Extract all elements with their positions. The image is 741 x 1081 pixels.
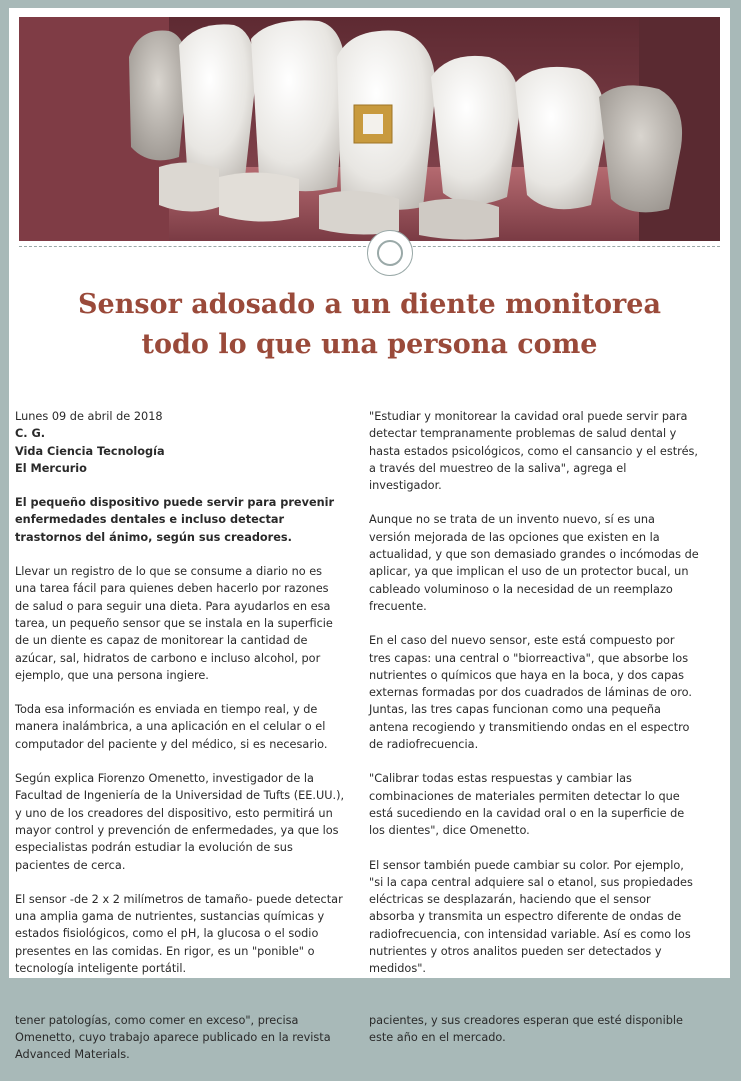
ring-ornament-icon (367, 230, 413, 276)
paragraph: Aunque no se trata de un invento nuevo, sí es una versión mejorada de las opciones que existen en la actualidad, y que son demasiado grandes o incómodas de aplicar, ya que implican el uso de un protector bucal, un cableado voluminoso o la necesidad de un reemplazo frecuente. (369, 513, 699, 613)
footer-band (9, 978, 730, 1010)
paragraph: Según explica Fiorenzo Omenetto, investigador de la Facultad de Ingeniería de la Universidad de Tufts (EE.UU.), y uno de los creadores del dispositivo, esto permitirá un mayor control y prevención de enfermedades, ya que los especialistas podrán estudiar la evolución de sus pacientes de cerca. (15, 772, 345, 872)
paragraph: pacientes, y sus creadores esperan que esté disponible este año en el mercado. (369, 1013, 683, 1045)
right-column (369, 408, 699, 1064)
article-source: El Mercurio (15, 461, 87, 475)
article-meta (15, 408, 345, 477)
paragraph: "Calibrar todas estas respuestas y cambiar las combinaciones de materiales permiten detectar lo que está sucediendo en la cavidad oral o en la superficie de los dientes", dice Omenetto. (369, 772, 685, 838)
article-author: C. G. (15, 427, 46, 441)
article-section: Vida Ciencia Tecnología (15, 444, 165, 458)
article-title (29, 285, 710, 365)
paragraph: El sensor también puede cambiar su color. Por ejemplo, "si la capa central adquiere sal o etanol, sus propiedades eléctricas se desplazarán, haciendo que el sensor absorba y transmita un espectro diferente de ondas de radiofrecuencia, con intensidad variable. Así es como los nutrientes y otros analitos pueden ser detectados y medidos". (369, 858, 693, 976)
title-line-1: Sensor adosado a un diente monitorea (78, 289, 661, 320)
paragraph: "Estudiar y monitorear la cavidad oral puede servir para detectar tempranamente problemas de salud dental y hasta estados psicológicos, como el cansancio y el estrés, a través del muestreo de la saliva", agrega el investigador. (369, 410, 698, 493)
article-lede: El pequeño dispositivo puede servir para prevenir enfermedades dentales e incluso detectar trastornos del ánimo, según sus creadores. (15, 496, 335, 544)
paragraph: Toda esa información es enviada en tiempo real, y de manera inalámbrica, a una aplicación en el celular o el computador del paciente y del médico, si es necesario. (15, 703, 328, 751)
paragraph: El sensor -de 2 x 2 milímetros de tamaño- puede detectar una amplia gama de nutrientes, sustancias químicas y estados fisiológicos, como el pH, la glucosa o el sodio presentes en las comidas. En rigor, es un "ponible" o tecnología inteligente portátil. (15, 892, 343, 976)
paragraph: tener patologías, como comer en exceso", precisa Omenetto, cuyo trabajo aparece publicado en la revista Advanced Materials. (15, 1013, 331, 1062)
teeth-sensor-photo (19, 17, 720, 241)
article-page (9, 8, 730, 1062)
teeth-illustration (19, 17, 720, 241)
paragraph: Llevar un registro de lo que se consume a diario no es una tarea fácil para quienes deben hacerlo por razones de salud o para seguir una dieta. Para ayudarlos en esa tarea, un pequeño sensor que se instala en la superficie de un diente es capaz de monitorear la cantidad de azúcar, sal, hidratos de carbono e incluso alcohol, por ejemplo, que una persona ingiere. (15, 565, 333, 682)
title-line-2: todo lo que una persona come (141, 329, 598, 360)
article-date: Lunes 09 de abril de 2018 (15, 410, 163, 423)
paragraph: En el caso del nuevo sensor, este está compuesto por tres capas: una central o "biorreactiva", que absorbe los nutrientes o químicos que haya en la boca, y dos capas externas formadas por dos cuadrados de láminas de oro. Juntas, las tres capas funcionan como una pequeña antena recogiendo y transmitiendo ondas en el espectro de radiofrecuencia. (369, 634, 692, 752)
